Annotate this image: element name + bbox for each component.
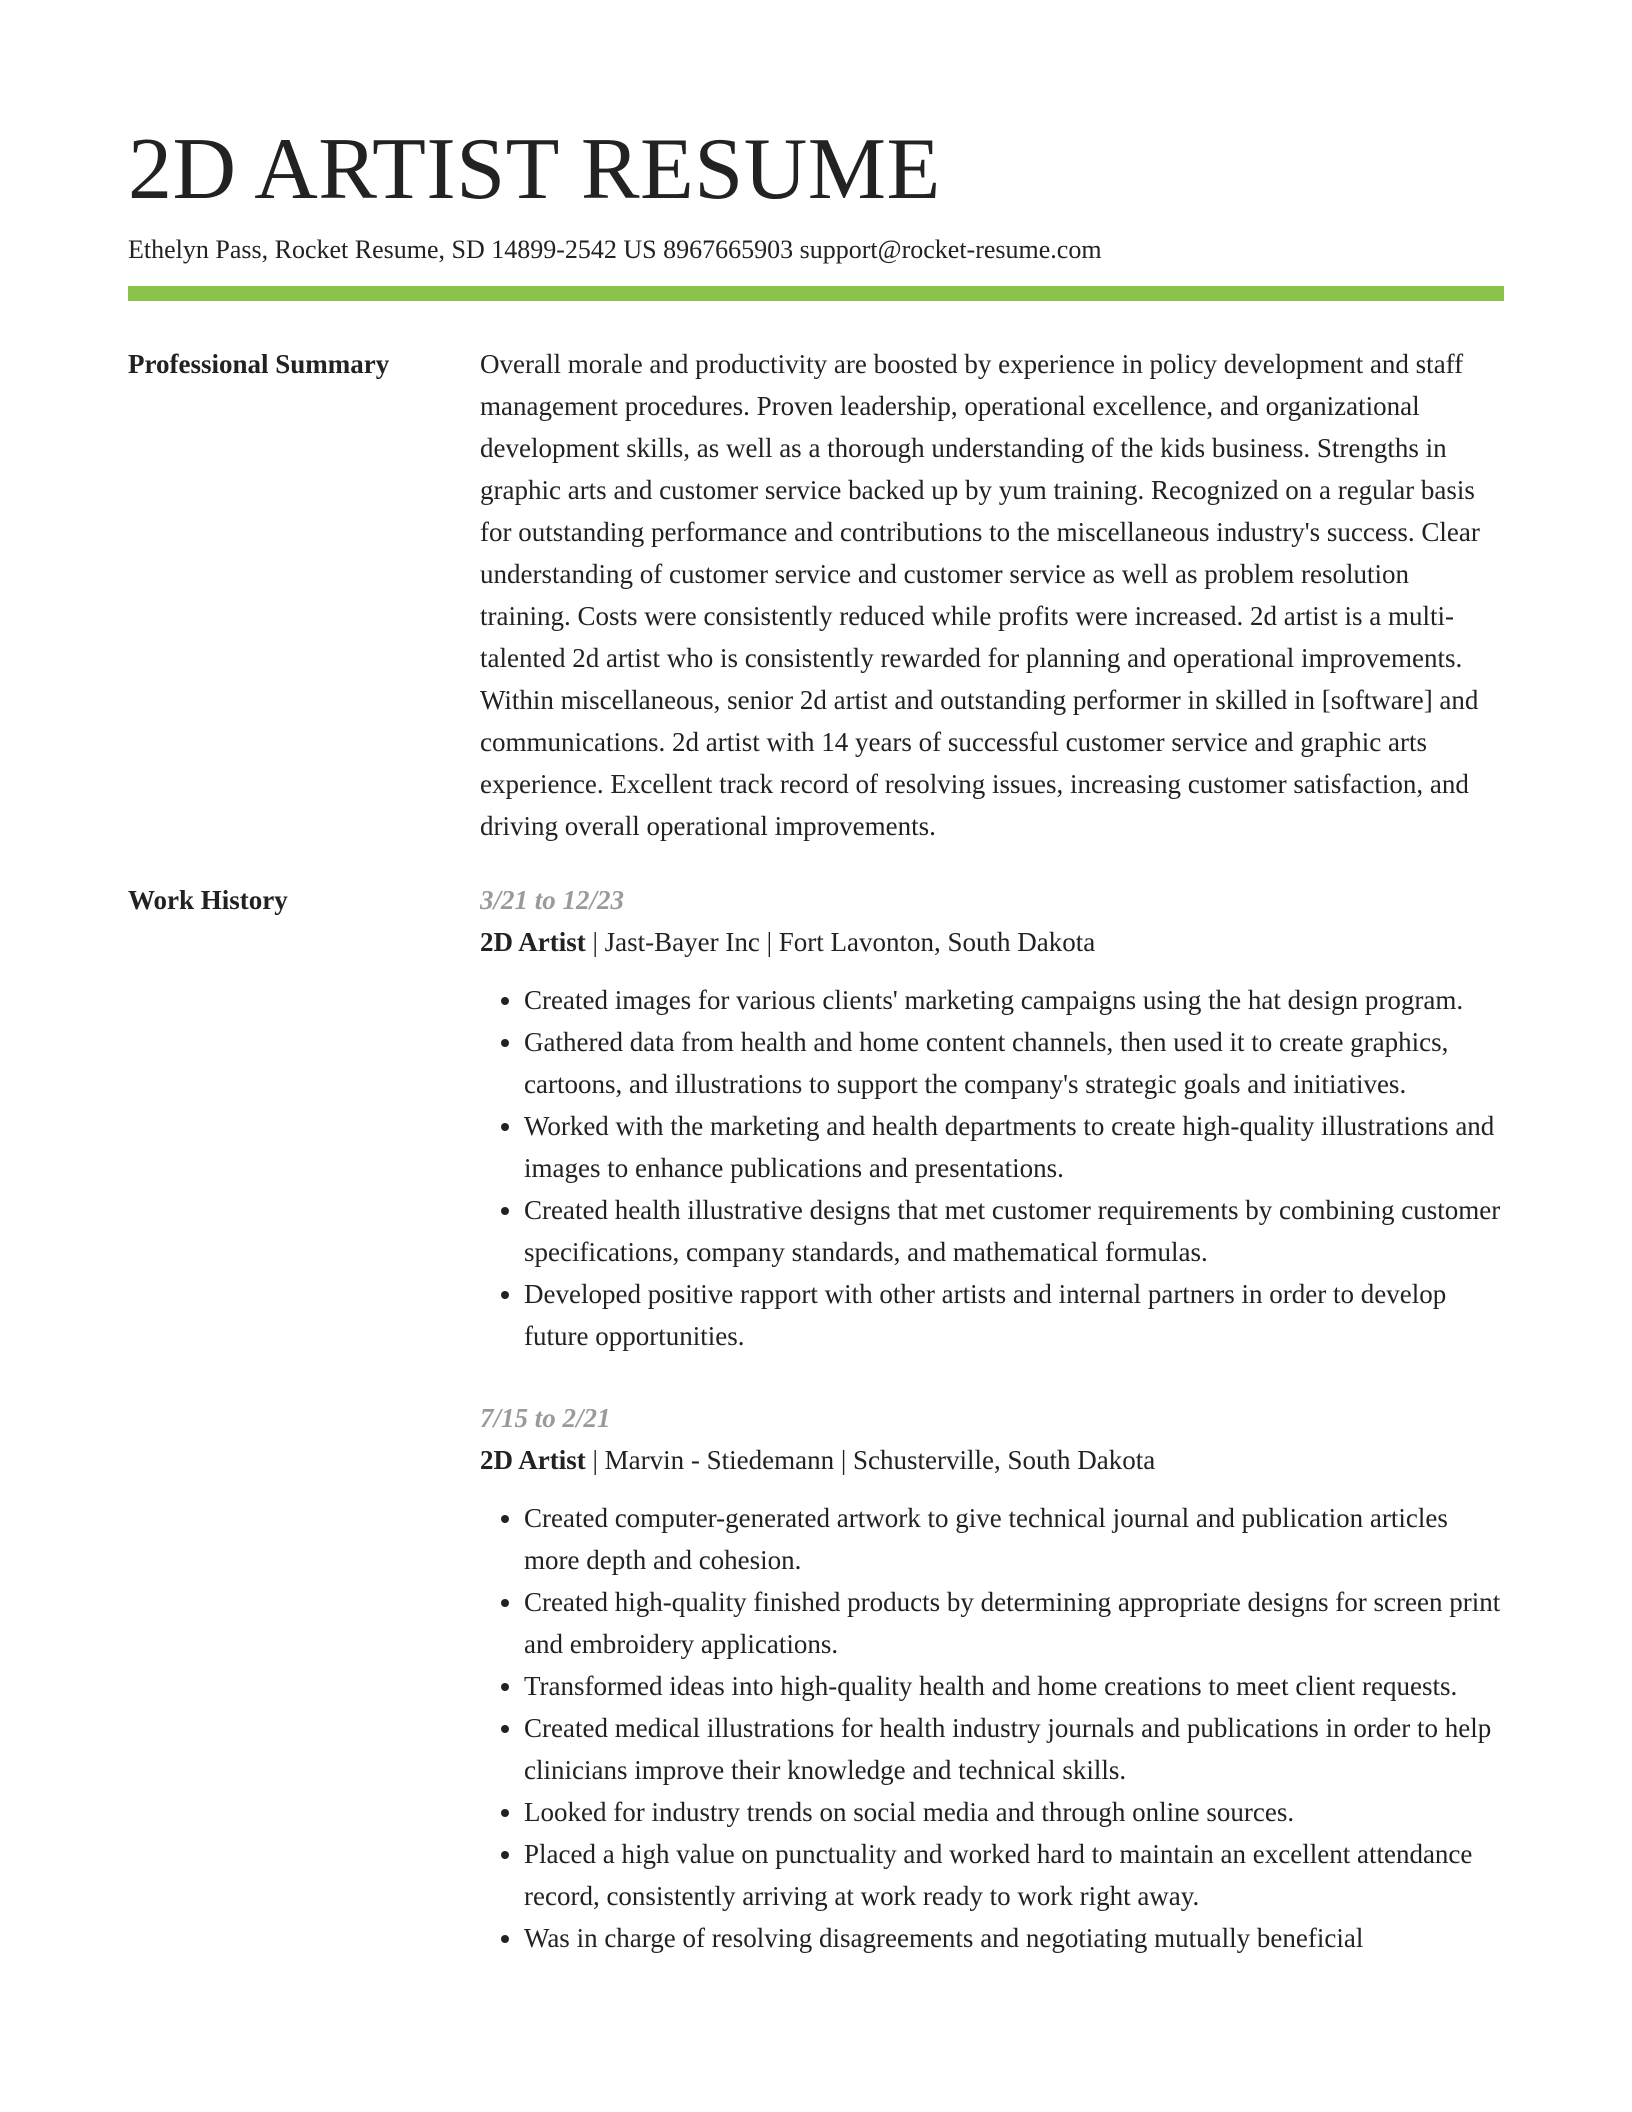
job-details: | Marvin - Stiedemann | Schusterville, South Dakota <box>585 1445 1156 1475</box>
job-bullets <box>480 979 1504 1357</box>
job-dates: 7/15 to 2/21 <box>480 1403 611 1433</box>
work-history-body <box>480 879 1504 1999</box>
job-bullet: • Created medical illustrations for health industry journals and publications in order to help clinicians improve their knowledge and technical skills. <box>524 1707 1504 1791</box>
summary-text: Overall morale and productivity are boosted by experience in policy development and staff management procedures. Proven leadership, operational excellence, and organizational development skills, as well as a thorough understanding of the kids business. Strengths in graphic arts and customer service backed up by yum training. Recognized on a regular basis for outstanding performance and contributions to the miscellaneous industry's success. Clear understanding of customer service and customer service as well as problem resolution training. Costs were consistently reduced while profits were increased. 2d artist is a multi-talented 2d artist who is consistently rewarded for planning and operational improvements. Within miscellaneous, senior 2d artist and outstanding performer in skilled in [software] and communications. 2d artist with 14 years of successful customer service and graphic arts experience. Excellent track record of resolving issues, increasing customer satisfaction, and driving overall operational improvements. <box>480 349 1480 841</box>
job-dates: 3/21 to 12/23 <box>480 885 625 915</box>
job-bullet: • Placed a high value on punctuality and worked hard to maintain an excellent attendance record, consistently arriving at work ready to work right away. <box>524 1833 1504 1917</box>
job-bullets <box>480 1497 1504 1959</box>
job-title: 2D Artist <box>480 927 586 957</box>
job-entry <box>480 879 1504 1357</box>
job-bullet: • Looked for industry trends on social media and through online sources. <box>524 1791 1504 1833</box>
section-label-summary: Professional Summary <box>128 349 390 379</box>
job-heading <box>480 1439 1504 1481</box>
job-bullet: • Created high-quality finished products by determining appropriate designs for screen print and embroidery applications. <box>524 1581 1504 1665</box>
job-bullet: • Developed positive rapport with other artists and internal partners in order to develop future opportunities. <box>524 1273 1504 1357</box>
job-bullet: • Created computer-generated artwork to give technical journal and publication articles more depth and cohesion. <box>524 1497 1504 1581</box>
job-details: | Jast-Bayer Inc | Fort Lavonton, South Dakota <box>585 927 1096 957</box>
job-bullet: • Gathered data from health and home content channels, then used it to create graphics, cartoons, and illustrations to support the company's strategic goals and initiatives. <box>524 1021 1504 1105</box>
job-bullet: • Worked with the marketing and health departments to create high-quality illustrations and images to enhance publications and presentations. <box>524 1105 1504 1189</box>
page-title: 2D ARTIST RESUME <box>128 121 941 218</box>
job-bullet: • Was in charge of resolving disagreements and negotiating mutually beneficial <box>524 1917 1504 1959</box>
summary-body <box>480 343 1504 847</box>
section-label-work-history: Work History <box>128 885 288 915</box>
job-bullet: • Created health illustrative designs that met customer requirements by combining customer specifications, company standards, and mathematical formulas. <box>524 1189 1504 1273</box>
professional-summary-section <box>128 343 1504 847</box>
job-bullet: • Transformed ideas into high-quality health and home creations to meet client requests. <box>524 1665 1504 1707</box>
work-history-section <box>128 879 1504 1999</box>
job-heading <box>480 921 1504 963</box>
header-divider <box>128 286 1504 301</box>
job-bullet: • Created images for various clients' marketing campaigns using the hat design program. <box>524 979 1504 1021</box>
contact-line: Ethelyn Pass, Rocket Resume, SD 14899-2542 US 8967665903 support@rocket-resume.com <box>128 235 1102 264</box>
job-entry <box>480 1397 1504 1959</box>
resume-page <box>128 118 1504 1999</box>
job-title: 2D Artist <box>480 1445 586 1475</box>
